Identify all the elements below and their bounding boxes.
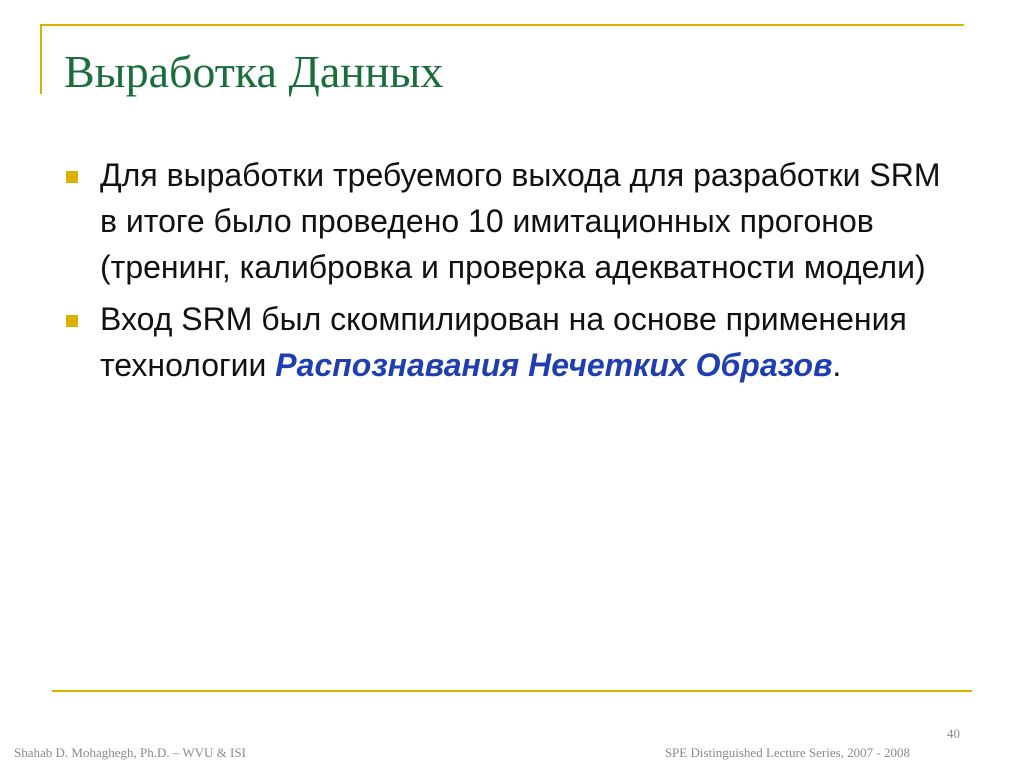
slide-title: Выработка Данных bbox=[64, 46, 444, 97]
footer-author: Shahab D. Mohaghegh, Ph.D. – WVU & ISI bbox=[14, 745, 246, 760]
bottom-rule bbox=[52, 690, 972, 692]
square-bullet-icon bbox=[66, 315, 78, 327]
left-rule bbox=[40, 24, 42, 94]
bullet-text-2-before: Вход SRM был скомпилирован на основе применения технологии bbox=[100, 301, 907, 383]
page-number: 40 bbox=[947, 726, 960, 741]
bullet-text-2-emphasis: Распознавания Нечетких Образов bbox=[275, 347, 833, 383]
top-rule bbox=[40, 24, 964, 26]
bullet-item-2 bbox=[62, 296, 942, 388]
bullet-text-1: Для выработки требуемого выхода для разработки SRM в итоге было проведено 10 имитационных прогонов (тренинг, калибровка и проверка адекватности модели) bbox=[100, 157, 941, 285]
bullet-text-2-after: . bbox=[832, 347, 842, 383]
bullet-list bbox=[62, 152, 942, 394]
square-bullet-icon bbox=[66, 171, 78, 183]
footer-series: SPE Distinguished Lecture Series, 2007 - 2008 bbox=[664, 745, 910, 760]
bullet-item-1 bbox=[62, 152, 942, 290]
